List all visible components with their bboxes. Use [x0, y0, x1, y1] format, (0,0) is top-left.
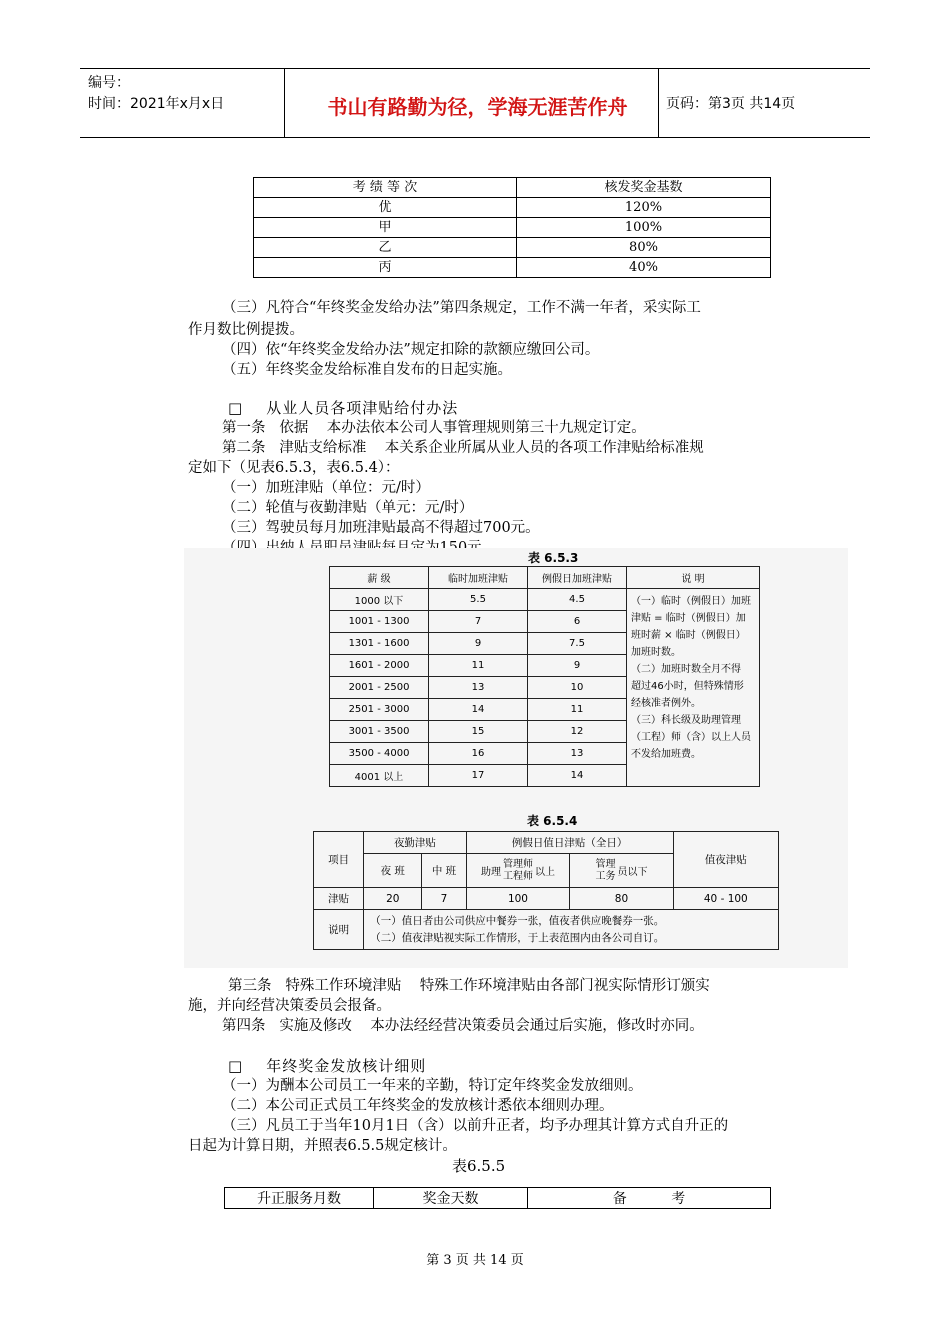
table-header-cell: [570, 854, 673, 888]
table-header-cell: 薪 级: [330, 567, 429, 589]
table-caption: 表6.5.5: [452, 1157, 506, 1175]
note-line: 加班时数。: [631, 647, 681, 658]
table-cell: 11: [528, 699, 627, 721]
table-header-cell: [466, 854, 570, 888]
table-row: [254, 238, 771, 258]
sub-label: 管理: [595, 858, 616, 870]
table-cell: 2001 - 2500: [330, 677, 429, 699]
table-cell: 20: [364, 888, 422, 910]
table-cell: 4001 以上: [330, 765, 429, 787]
table-cell: 14: [429, 699, 528, 721]
night-duty-allowance-table: [313, 831, 779, 950]
paragraph: （二）轮值与夜勤津贴（单元：元/时）: [222, 500, 474, 516]
section-heading: □ 从业人员各项津贴给付办法: [228, 399, 459, 417]
note-line: （一）值日者由公司供应中餐券一张，值夜者供应晚餐券一张。: [370, 914, 665, 927]
table-cell: 40 - 100: [673, 888, 778, 910]
table-cell: 5.5: [429, 589, 528, 611]
paragraph: 第一条 依据 本办法依本公司人事管理规则第三十九规定订定。: [222, 420, 646, 436]
table-row: [314, 832, 779, 854]
table-header-cell: 中 班: [422, 854, 466, 888]
sub-label: 工程师: [502, 870, 533, 882]
sub-label: 助理: [480, 867, 501, 878]
table-cell: 80: [570, 888, 673, 910]
table-row: [254, 258, 771, 278]
note-line: 不发给加班费。: [631, 749, 701, 760]
table-cell: 16: [429, 743, 528, 765]
table-row: [314, 888, 779, 910]
table-cell: 7: [429, 611, 528, 633]
table-header-cell: 备 考: [528, 1188, 771, 1209]
note-line: （三）科长级及助理管理: [631, 715, 741, 726]
note-line: 超过46小时，但特殊情形: [631, 681, 744, 692]
table-row: [314, 910, 779, 950]
table-header-cell: 夜勤津贴: [364, 832, 466, 854]
table-row: [254, 178, 771, 198]
paragraph: （三）驾驶员每月加班津贴最高不得超过700元。: [222, 520, 540, 536]
header-meta: [88, 73, 224, 115]
paragraph: （一）加班津贴（单位：元/时）: [222, 480, 430, 496]
paragraph: 作月数比例提拨。: [188, 322, 304, 338]
table-cell: 津贴: [314, 888, 364, 910]
table-cell: 1000 以下: [330, 589, 429, 611]
table-cell: 优: [254, 198, 517, 218]
grade-table: [253, 177, 771, 278]
table-cell: 100%: [517, 218, 771, 238]
paragraph: 第三条 特殊工作环境津贴 特殊工作环境津贴由各部门视实际情形订颁实: [228, 978, 710, 994]
date-label: 时间：2021年x月x日: [88, 96, 225, 112]
sub-label: 以上: [534, 867, 555, 878]
table-cell: 7: [422, 888, 466, 910]
paragraph: （三）凡符合“年终奖金发给办法”第四条规定，工作不满一年者，采实际工: [222, 300, 701, 316]
table-cell: 13: [528, 743, 627, 765]
table-cell: 40%: [517, 258, 771, 278]
table-header-cell: 考 绩 等 次: [254, 178, 517, 198]
table-row: [254, 198, 771, 218]
table-header-cell: 升正服务月数: [225, 1188, 374, 1209]
table-cell: 120%: [517, 198, 771, 218]
paragraph: 第二条 津贴支给标准 本关系企业所属从业人员的各项工作津贴给标准规: [222, 440, 704, 456]
table-header-cell: 例假日加班津贴: [528, 567, 627, 589]
explanation-cell: [627, 589, 760, 787]
table-cell: 15: [429, 721, 528, 743]
paragraph: 定如下（见表6.5.3，表6.5.4）：: [188, 460, 400, 476]
table-cell: 乙: [254, 238, 517, 258]
table-cell: 3001 - 3500: [330, 721, 429, 743]
page-header: [80, 68, 870, 138]
code-label: 编号：: [88, 75, 130, 91]
note-cell: [364, 910, 779, 950]
table-cell: 14: [528, 765, 627, 787]
table-cell: 10: [528, 677, 627, 699]
table-cell: 17: [429, 765, 528, 787]
table-cell: 说明: [314, 910, 364, 950]
overtime-allowance-table: [329, 566, 760, 787]
paragraph: （二）本公司正式员工年终奖金的发放核计悉依本细则办理。: [222, 1098, 614, 1114]
paragraph: （一）为酬本公司员工一年来的辛勤，特订定年终奖金发放细则。: [222, 1078, 643, 1094]
table-row: [254, 218, 771, 238]
note-line: （二）值夜津贴视实际工作情形，于上表范围内由各公司自订。: [370, 931, 665, 944]
section-heading: □ 年终奖金发放核计细则: [228, 1057, 427, 1075]
table-cell: 7.5: [528, 633, 627, 655]
table-cell: 甲: [254, 218, 517, 238]
table-caption: 表 6.5.4: [527, 814, 578, 828]
note-line: 班时薪 × 临时（例假日）: [631, 630, 746, 641]
paragraph: 施，并向经营决策委员会报备。: [188, 998, 391, 1014]
paragraph: （五）年终奖金发给标准自发布的日起实施。: [222, 362, 512, 378]
table-cell: 11: [429, 655, 528, 677]
table-cell: 6: [528, 611, 627, 633]
table-cell: 3500 - 4000: [330, 743, 429, 765]
header-motto: 书山有路勤为径，学海无涯苦作舟: [327, 95, 628, 119]
table-header-cell: 核发奖金基数: [517, 178, 771, 198]
sub-label: 管理师: [502, 858, 533, 870]
table-caption: 表 6.5.3: [528, 551, 579, 565]
table-row: [225, 1188, 771, 1209]
table-header-cell: 项目: [314, 832, 364, 888]
table-header-cell: 例假日值日津贴（全日）: [466, 832, 673, 854]
page-number: 页码：第3页 共14页: [666, 96, 796, 112]
paragraph: （四）依“年终奖金发给办法”规定扣除的款额应缴回公司。: [222, 342, 600, 358]
table-row: [330, 589, 760, 611]
note-line: （工程）师（含）以上人员: [631, 732, 751, 743]
note-line: 经核准者例外。: [631, 698, 701, 709]
table-cell: 丙: [254, 258, 517, 278]
note-line: （一）临时（例假日）加班: [631, 596, 751, 607]
table-row: [330, 567, 760, 589]
table-cell: 80%: [517, 238, 771, 258]
paragraph: （三）凡员工于当年10月1日（含）以前升正者，均予办理其计算方式自升正的: [222, 1118, 729, 1134]
table-cell: 9: [528, 655, 627, 677]
table-header-cell: 值夜津贴: [673, 832, 778, 888]
note-line: （二）加班时数全月不得: [631, 664, 741, 675]
table-header-cell: 说 明: [627, 567, 760, 589]
sub-label: 工务: [595, 870, 616, 882]
sub-label: 员以下: [617, 867, 648, 878]
table-cell: 100: [466, 888, 570, 910]
table-cell: 2501 - 3000: [330, 699, 429, 721]
table-cell: 4.5: [528, 589, 627, 611]
table-cell: 9: [429, 633, 528, 655]
table-cell: 1301 - 1600: [330, 633, 429, 655]
table-cell: 1601 - 2000: [330, 655, 429, 677]
bonus-days-table: [224, 1187, 771, 1209]
table-header-cell: 奖金天数: [374, 1188, 528, 1209]
table-cell: 1001 - 1300: [330, 611, 429, 633]
table-header-cell: 夜 班: [364, 854, 422, 888]
table-cell: 13: [429, 677, 528, 699]
paragraph: 日起为计算日期，并照表6.5.5规定核计。: [188, 1138, 457, 1154]
table-cell: 12: [528, 721, 627, 743]
page-footer: 第 3 页 共 14 页: [426, 1253, 524, 1268]
note-line: 津贴 = 临时（例假日）加: [631, 613, 746, 624]
paragraph: 第四条 实施及修改 本办法经经营决策委员会通过后实施，修改时亦同。: [222, 1018, 704, 1034]
table-header-cell: 临时加班津贴: [429, 567, 528, 589]
